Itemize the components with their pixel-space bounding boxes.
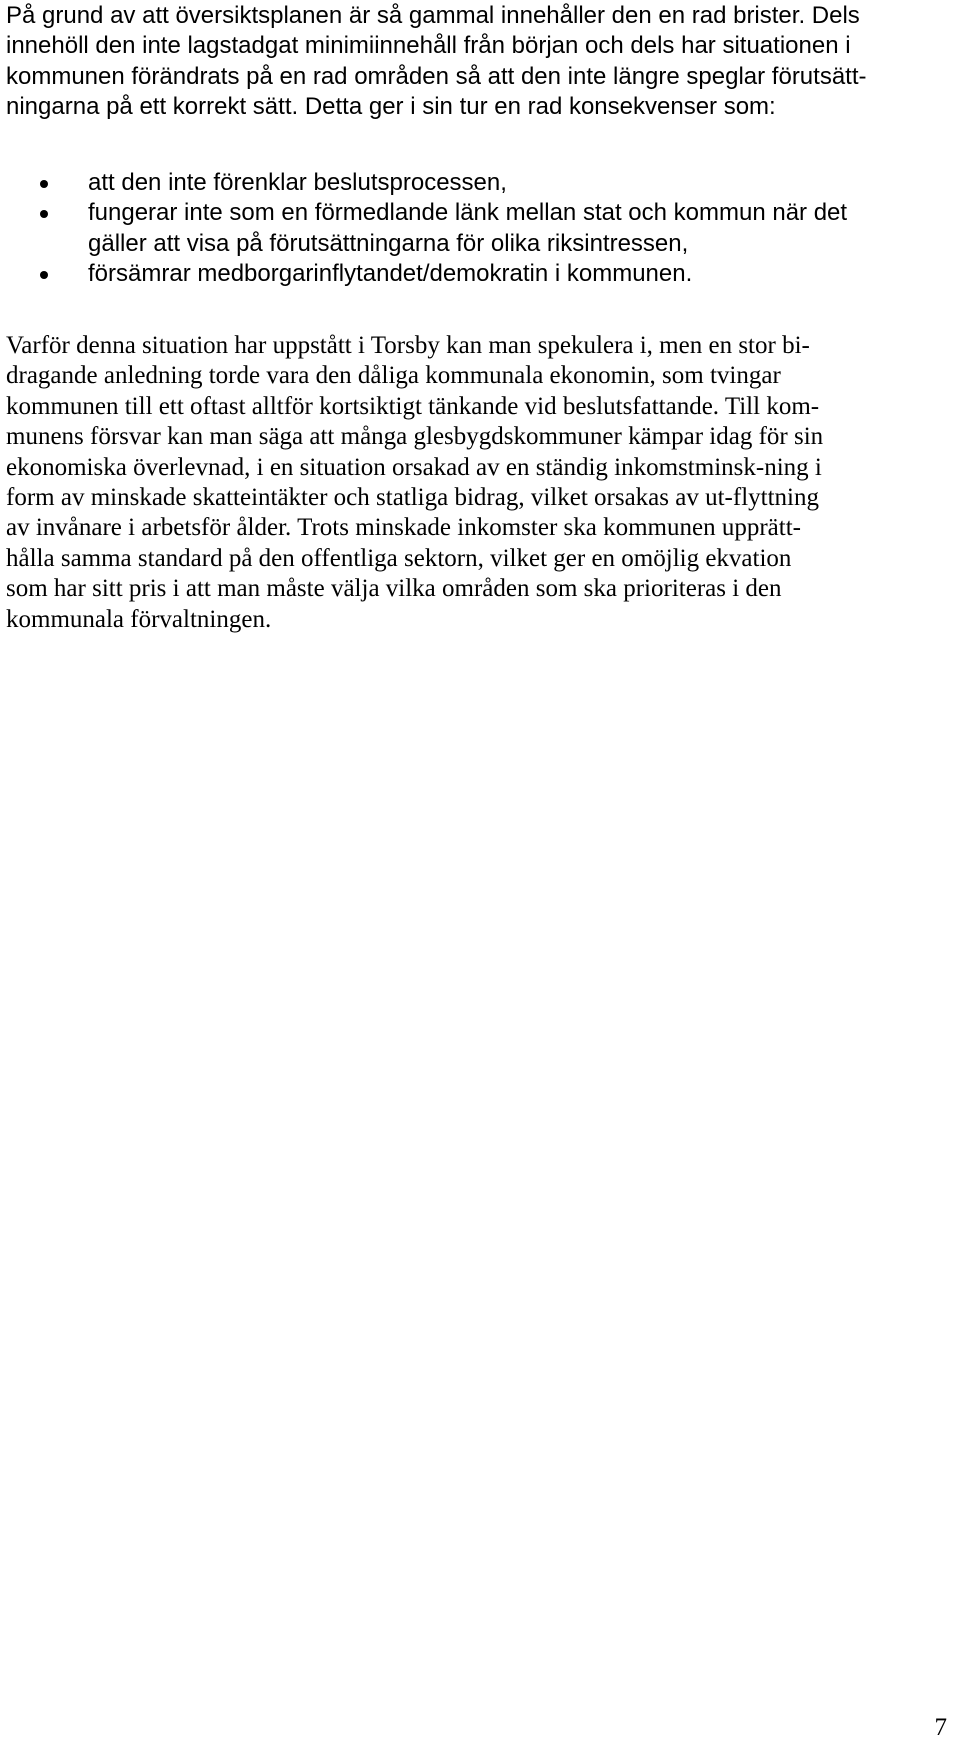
text-line: Varför denna situation har uppstått i Torsby kan man spekulera i, men en stor bi- xyxy=(6,332,810,359)
intro-paragraph xyxy=(6,1,867,123)
bullet-icon xyxy=(40,271,48,279)
text-line: kommunen förändrats på en rad områden så att den inte längre speglar förutsätt- xyxy=(6,62,867,90)
text-line: gäller att visa på förutsättningarna för olika riksintressen, xyxy=(88,229,689,257)
text-line: ningarna på ett korrekt sätt. Detta ger i sin tur en rad konsekvenser som: xyxy=(6,93,776,121)
text-line: innehöll den inte lagstadgat minimiinnehåll från början och dels har situationen i xyxy=(6,32,851,60)
text-line: hålla samma standard på den offentliga sektorn, vilket ger en omöjlig ekvation xyxy=(6,544,792,572)
list-item xyxy=(6,168,847,198)
text-line: att den inte förenklar beslutsprocessen, xyxy=(88,169,507,196)
text-line: försämrar medborgarinflytandet/demokratin i kommunen. xyxy=(88,260,693,288)
list-item xyxy=(6,259,847,289)
text-line: dragande anledning torde vara den dåliga kommunala ekonomin, som tvingar xyxy=(6,362,781,390)
text-line: ekonomiska överlevnad, i en situation orsakad av en ständig inkomstminsk-ning i xyxy=(6,453,822,481)
text-line: som har sitt pris i att man måste välja vilka områden som ska prioriteras i den xyxy=(6,575,782,603)
text-line: kommunala förvaltningen. xyxy=(6,605,272,633)
text-line: På grund av att översiktsplanen är så gammal innehåller den en rad brister. Dels xyxy=(6,2,860,29)
list-item xyxy=(6,198,847,259)
text-line: munens försvar kan man säga att många glesbygdskommuner kämpar idag för sin xyxy=(6,423,824,451)
text-line: kommunen till ett oftast alltför kortsiktigt tänkande vid beslutsfattande. Till kom- xyxy=(6,392,820,420)
page-number: 7 xyxy=(934,1714,947,1741)
text-line: form av minskade skatteintäkter och statliga bidrag, vilket orsakas av ut-flyttning xyxy=(6,483,819,511)
text-line: fungerar inte som en förmedlande länk mellan stat och kommun när det xyxy=(88,199,848,227)
bullet-icon xyxy=(40,180,48,188)
consequence-list xyxy=(6,168,847,290)
text-line: av invånare i arbetsför ålder. Trots minskade inkomster ska kommunen upprätt- xyxy=(6,514,801,542)
analysis-paragraph xyxy=(6,331,823,635)
bullet-icon xyxy=(40,210,48,218)
